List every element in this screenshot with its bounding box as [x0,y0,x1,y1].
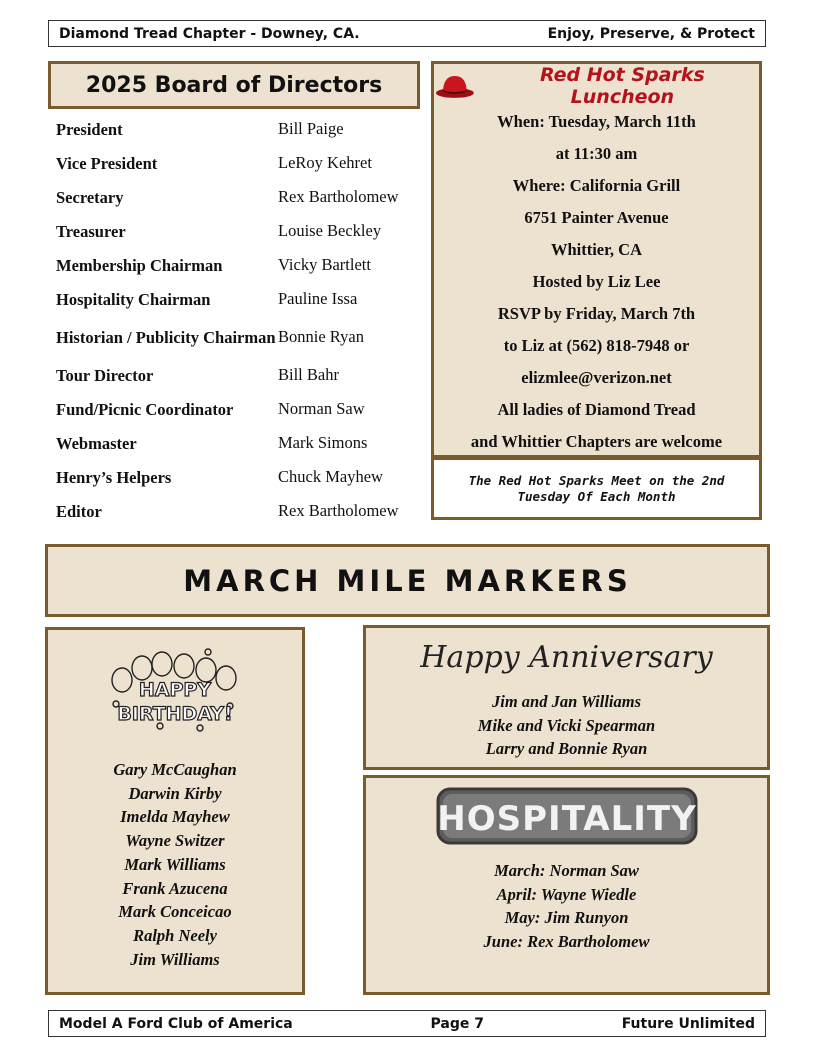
hospitality-month: April: Wayne Wiedle [496,884,637,904]
page-number: Page 7 [430,1015,484,1032]
anniversary-list [366,690,767,761]
board-title: 2025 Board of Directors [85,72,383,98]
sparks-line: 6751 Painter Avenue [524,208,669,227]
board-role: Membership Chairman [56,255,223,275]
birthday-name: Mark Conceicao [118,902,232,922]
board-role: Fund/Picnic Coordinator [56,399,234,419]
board-role: Treasurer [56,221,126,241]
anniversary-couple: Mike and Vicki Spearman [477,715,656,735]
board-role: Hospitality Chairman [56,289,211,309]
board-row [56,112,428,146]
birthday-graphic-text: BIRTHDAY! [117,703,233,725]
birthday-name: Frank Azucena [122,878,228,898]
hospitality-month: June: Rex Bartholomew [483,932,650,952]
board-name: Vicky Bartlett [278,255,371,274]
board-row [56,316,428,358]
birthday-list [48,758,302,971]
birthday-name: Darwin Kirby [128,783,222,803]
sparks-line: at 11:30 am [555,144,638,163]
board-name: Bonnie Ryan [278,327,364,346]
board-row [56,494,428,528]
anniversary-panel [363,625,770,770]
chapter-name: Diamond Tread Chapter - Downey, CA. [59,25,360,42]
sparks-line: When: Tuesday, March 11th [497,112,696,131]
hospitality-month: May: Jim Runyon [504,908,629,928]
sparks-line: All ladies of Diamond Tread [497,400,696,419]
birthday-panel [45,627,305,995]
board-name: Bill Bahr [278,365,339,384]
birthday-name: Mark Williams [124,854,226,874]
board-title-box [48,61,420,109]
board-name: Mark Simons [278,433,368,452]
board-row [56,282,428,316]
sparks-line: and Whittier Chapters are welcome [470,432,723,451]
board-name: Rex Bartholomew [278,187,399,206]
birthday-name: Gary McCaughan [113,760,237,779]
happy-birthday-balloons-icon [100,644,250,736]
board-role: Henry’s Helpers [56,467,172,487]
footer-tagline: Future Unlimited [621,1015,755,1032]
board-name: LeRoy Kehret [278,153,372,172]
board-row [56,146,428,180]
board-role: President [56,119,123,139]
sparks-line: elizmlee@verizon.net [521,368,672,387]
anniversary-title: Happy Anniversary [420,640,713,675]
board-name: Norman Saw [278,399,365,418]
board-row [56,460,428,494]
board-role: Webmaster [56,433,137,453]
board-row [56,248,428,282]
board-role: Vice President [56,153,158,173]
hospitality-badge-icon [436,787,698,845]
board-row [56,358,428,392]
sparks-line: Hosted by Liz Lee [532,272,661,291]
sparks-line: Where: California Grill [512,176,681,195]
board-name: Bill Paige [278,119,344,138]
anniversary-couple: Jim and Jan Williams [492,692,641,711]
birthday-name: Wayne Switzer [125,831,225,851]
board-row [56,180,428,214]
hospitality-month: March: Norman Saw [494,861,639,880]
board-role: Historian / Publicity Chairman [56,327,276,347]
mile-markers-title: MARCH MILE MARKERS [183,563,632,598]
birthday-name: Imelda Mayhew [120,807,230,827]
red-hat-icon [434,72,476,100]
sparks-note: The Red Hot Sparks Meet on the 2nd Tuesday Of Each Month [468,472,725,504]
board-name: Louise Beckley [278,221,382,240]
hospitality-list [366,859,767,954]
hospitality-badge-text: HOSPITALITY [436,799,697,839]
board-role: Editor [56,501,102,521]
birthday-name: Ralph Neely [133,925,217,945]
board-name: Chuck Mayhew [278,467,383,486]
chapter-motto: Enjoy, Preserve, & Protect [547,25,755,42]
board-row [56,392,428,426]
sparks-note-box [431,457,762,520]
board-role: Secretary [56,187,124,207]
sparks-title: Red Hot Sparks Luncheon [539,64,705,108]
mile-markers-title-box [45,544,770,617]
club-name: Model A Ford Club of America [59,1015,293,1032]
board-row [56,426,428,460]
sparks-line: RSVP by Friday, March 7th [497,304,696,323]
sparks-line: to Liz at (562) 818-7948 or [503,336,690,355]
anniversary-couple: Larry and Bonnie Ryan [485,739,648,759]
board-list [56,112,428,528]
board-role: Tour Director [56,365,154,385]
page-footer [48,1010,766,1037]
board-name: Pauline Issa [278,289,358,308]
sparks-line: Whittier, CA [550,240,643,259]
page-header [48,20,766,47]
board-row [56,214,428,248]
hospitality-panel [363,775,770,995]
board-name: Rex Bartholomew [278,501,399,520]
happy-graphic-text: HAPPY [138,679,212,701]
sparks-heading [434,66,759,106]
birthday-name: Jim Williams [130,949,220,969]
red-hot-sparks-panel [431,61,762,458]
